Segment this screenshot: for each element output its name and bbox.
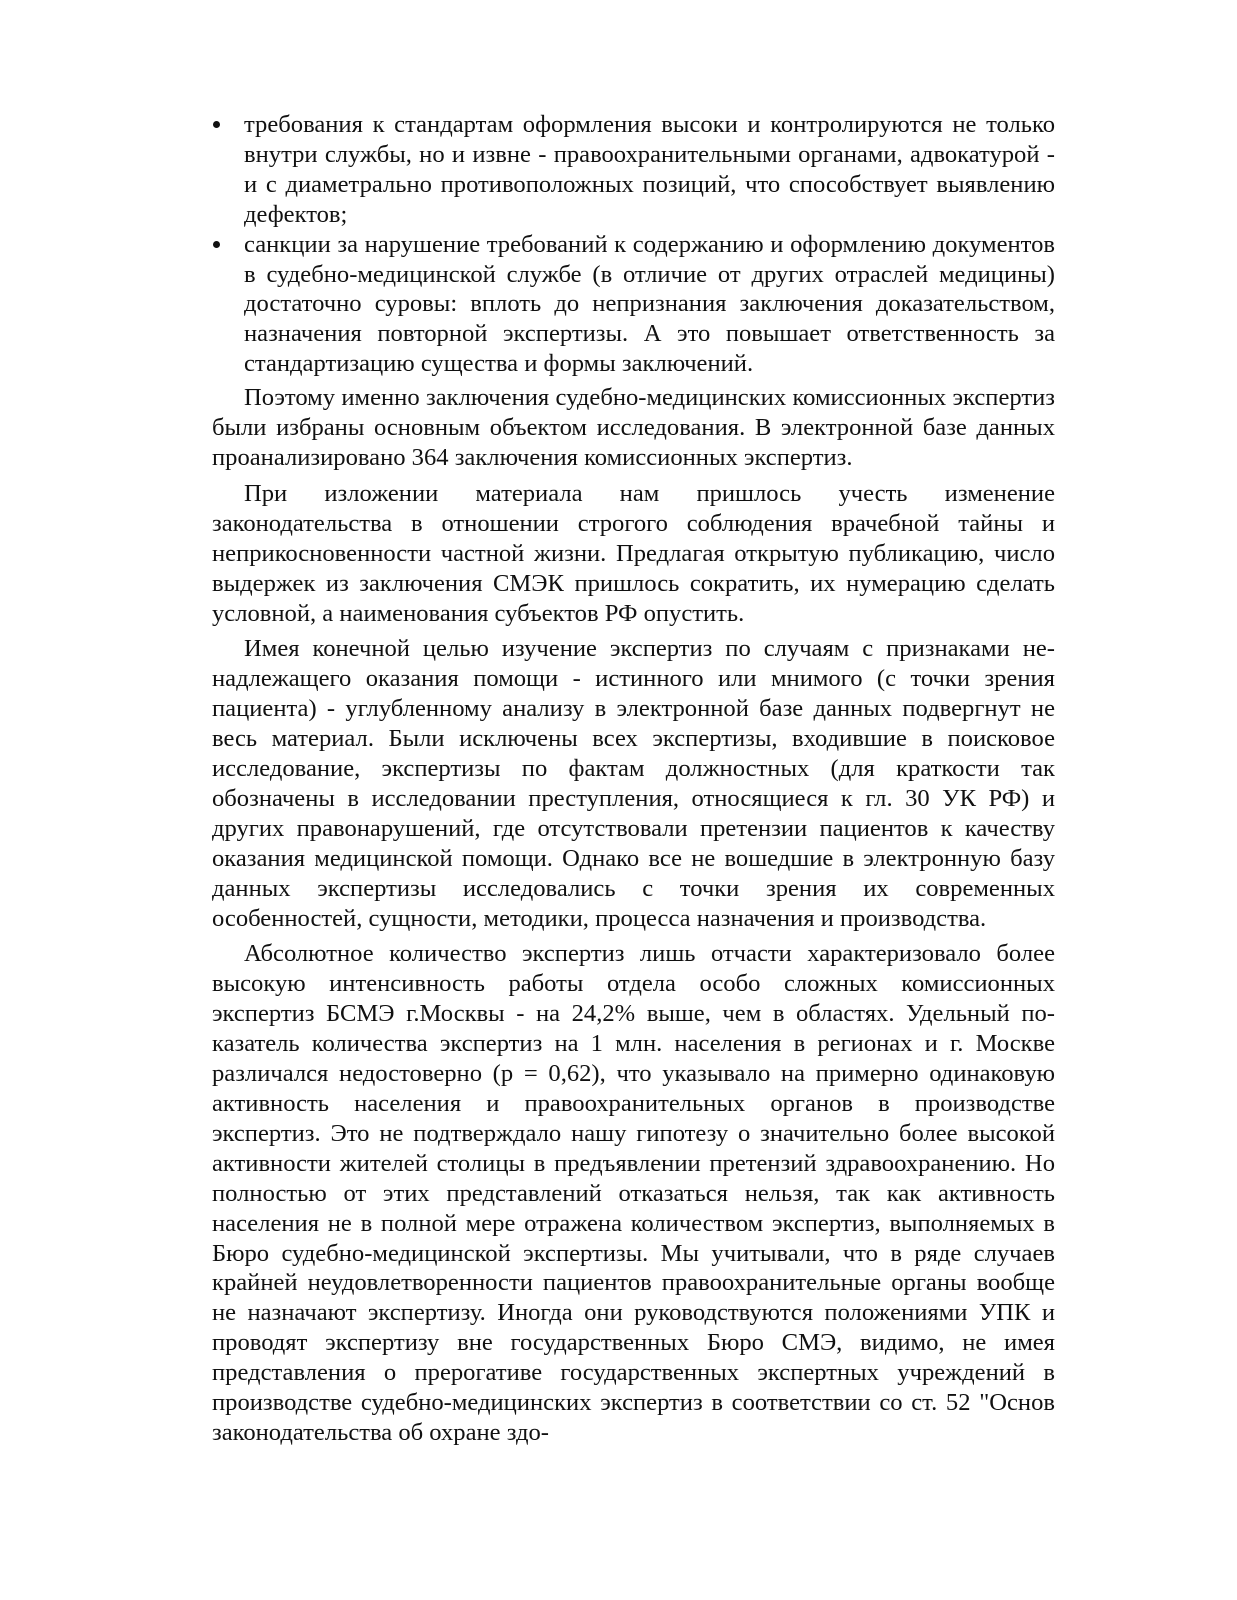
bullet-dot-icon [212,110,222,140]
bullet-item [212,230,1055,380]
bullet-text: требования к стандартам оформления высоки и контролируются не только внутри службы, но и извне - правоохранительными органами, адвокатурой - и с диаметрально противоположных позиций, что способствует выявлению дефектов; [244,111,1055,228]
paragraph: Абсолютное количество экспертиз лишь отчасти характеризовало более высокую интенсивность работы отдела особо сложных комиссионных экспертиз БСМЭ г.Москвы - на 24,2% выше, чем в областях. Удельный показатель количества экспертиз на 1 млн. населения в регионах и г. Москве различался недостоверно (р = 0,62), что указывало на примерно одинаковую активность населения и правоохранительных органов в производстве экспертиз. Это не подтверждало нашу гипотезу о значительно более высокой активности жителей столицы в предъявлении претензий здравоохранению. Но полностью от этих представлений отказаться нельзя, так как активность населения не в полной мере отражена количеством экспертиз, выполняемых в Бюро судебно-медицинской экспертизы. Мы учитывали, что в ряде случаев крайней неудовлетворенности пациентов правоохранительные органы вообще не назначают экспертизу. Иногда они руководствуются положениями УПК и проводят экспертизу вне государственных Бюро СМЭ, видимо, не имея представления о прерогативе государственных экспертных учреждений в производстве судебно-медицинских экспертиз в соответствии со ст. 52 "Основ законодательства об охране здо- [212,940,1055,1446]
document-page [212,110,1055,1448]
paragraph: При изложении материала нам пришлось учесть изменение законодательства в отношении строгого соблюдения врачебной тайны и неприкосновенности частной жизни. Предлагая открытую публикацию, число выдержек из заключения СМЭК пришлось сократить, их нумерацию сделать условной, а наименования субъектов РФ опустить. [212,479,1055,627]
bullet-list [212,110,1055,379]
paragraph: Имея конечной целью изучение экспертиз по случаям с признаками ненадлежащего оказания помощи - истинного или мнимого (с точки зрения пациента) - углубленному анализу в электронной базе данных подвергнут не весь материал. Были исключены всех экспертизы, входившие в поисковое исследование, экспертизы по фактам должностных (для краткости так обозначены в исследовании преступления, относящиеся к гл. 30 УК РФ) и других правонарушений, где отсутствовали претензии пациентов к качеству оказания медицинской помощи. Однако все не вошедшие в электронную базу данных экспертизы исследовались с точки зрения их современных особенностей, сущности, методики, процесса назначения и производства. [212,635,1055,932]
bullet-item [212,110,1055,230]
paragraph: Поэтому именно заключения судебно-медицинских комиссионных экспертиз были избраны основным объектом исследования. В электронной базе данных проанализировано 364 заключения комиссионных экспертиз. [212,384,1055,471]
bullet-text: санкции за нарушение требований к содержанию и оформлению документов в судебно-медицинской службе (в отличие от других отраслей медицины) достаточно суровы: вплоть до непризнания заключения доказательством, назначения повторной экспертизы. А это повышает ответственность за стандартизацию существа и формы заключений. [244,230,1055,378]
bullet-dot-icon [212,230,222,260]
